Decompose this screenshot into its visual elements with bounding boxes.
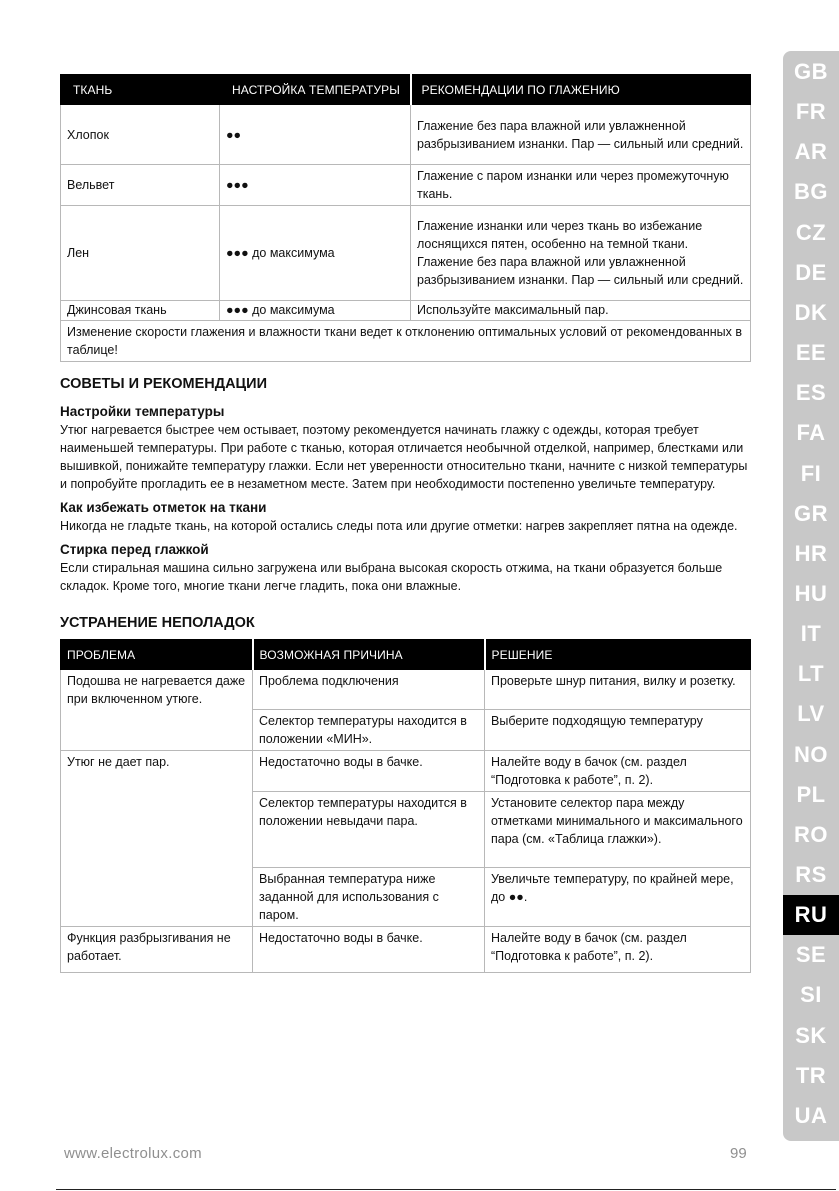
header-cause: ВОЗМОЖНАЯ ПРИЧИНА [253, 640, 485, 670]
trouble-table-header [61, 640, 751, 670]
language-tab-si[interactable]: SI [800, 982, 822, 1008]
table-row [61, 105, 751, 165]
troubleshooting-table [60, 639, 751, 973]
cause-cell: Проблема подключения [253, 670, 485, 710]
language-tab-de[interactable]: DE [795, 259, 827, 285]
problem-cell: Подошва не нагревается даже при включенном утюге. [61, 670, 253, 751]
table-row [61, 751, 751, 792]
troubleshooting-heading: УСТРАНЕНИЕ НЕПОЛАДОК [60, 615, 255, 631]
rec-cell: Глажение с паром изнанки или через промежуточную ткань. [411, 165, 751, 206]
temp-cell: ●●● до максимума [220, 301, 411, 321]
fabric-table-header [61, 75, 751, 105]
problem-cell: Функция разбрызгивания не работает. [61, 927, 253, 973]
header-solution: РЕШЕНИЕ [485, 640, 751, 670]
temp-cell: ●●● [220, 165, 411, 206]
language-tab-dk[interactable]: DK [794, 299, 828, 325]
table-row [61, 301, 751, 321]
washing-text: Если стиральная машина сильно загружена или выбрана высокая скорость отжима, на ткани образуется больше складок. Кроме того, многие ткани легче гладить, пока они влажные. [60, 561, 723, 593]
fabric-cell: Лен [61, 206, 220, 301]
avoid-marks-heading: Как избежать отметок на ткани [60, 500, 267, 515]
language-tab-gr[interactable]: GR [794, 500, 828, 526]
cause-cell: Недостаточно воды в бачке. [253, 751, 485, 792]
table-note: Изменение скорости глажения и влажности ткани ведет к отклонению оптимальных условий от рекомендованных в таблице! [61, 321, 751, 362]
temperature-settings-heading: Настройки температуры [60, 404, 225, 419]
temperature-settings-text: Утюг нагревается быстрее чем остывает, поэтому рекомендуется начинать глажку с одежды, которая требует наименьшей температуры. При работе с тканью, которая отличается необычной отделкой, например, блестками или вышивкой, понижайте температуру глажки. Если нет уверенности относительно ткани, начните с низкой температуры и попробуйте прогладить ее в незаметном месте. Затем при необходимости постепенно увеличьте температуру. [60, 423, 748, 491]
solution-cell: Налейте воду в бачок (см. раздел “Подготовка к работе”, п. 2). [485, 927, 751, 973]
language-tab-tr[interactable]: TR [795, 1062, 827, 1088]
language-tab-sk[interactable]: SK [795, 1022, 827, 1048]
language-tab-ru[interactable]: RU [783, 895, 839, 935]
washing-heading: Стирка перед глажкой [60, 542, 209, 557]
footer-url: www.electrolux.com [64, 1145, 202, 1162]
language-tab-rs[interactable]: RS [795, 862, 827, 887]
temp-cell: ●●● до максимума [220, 206, 411, 301]
cause-cell: Селектор температуры находится в положении невыдачи пара. [253, 792, 485, 868]
language-tab-lt[interactable]: LT [797, 661, 825, 687]
language-tab-fa[interactable]: FA [796, 420, 826, 446]
avoid-marks-text: Никогда не гладьте ткань, на которой остались следы пота или другие отметки: нагрев закрепляет пятна на одежде. [60, 519, 738, 533]
solution-cell: Установите селектор пара между отметками минимального и максимального пара (см. «Таблица глажки»). [485, 792, 751, 868]
temp-cell: ●● [220, 105, 411, 165]
solution-cell: Увеличьте температуру, по крайней мере, до ●●. [485, 868, 751, 927]
cause-cell: Селектор температуры находится в положении «МИН». [253, 710, 485, 751]
page-number: 99 [730, 1145, 747, 1162]
language-tab-se[interactable]: SE [795, 942, 827, 968]
table-note-row [61, 321, 751, 362]
table-row [61, 206, 751, 301]
rec-cell: Используйте максимальный пар. [411, 301, 751, 321]
table-row [61, 165, 751, 206]
language-tab-ua[interactable]: UA [794, 1102, 828, 1128]
fabric-cell: Хлопок [61, 105, 220, 165]
rec-cell: Глажение изнанки или через ткань во избежание лоснящихся пятен, особенно на темной ткани. Глажение без пара влажной или увлажненной разбрызиванием изнанки. Пар — сильный или средний. [411, 206, 751, 301]
language-tab-lv[interactable]: LV [797, 701, 825, 727]
language-tab-fi[interactable]: FI [800, 460, 822, 486]
language-tab-ee[interactable]: EE [795, 340, 827, 366]
language-tab-pl[interactable]: PL [796, 781, 826, 807]
language-tab-hr[interactable]: HR [794, 540, 828, 566]
language-tab-ar[interactable]: AR [794, 139, 828, 165]
footer-divider [56, 1189, 836, 1190]
cause-cell: Недостаточно воды в бачке. [253, 927, 485, 973]
solution-cell: Выберите подходящую температуру [485, 710, 751, 751]
fabric-cell: Джинсовая ткань [61, 301, 220, 321]
fabric-cell: Вельвет [61, 165, 220, 206]
language-tab-gb[interactable]: GB [794, 59, 828, 84]
language-tab-bg[interactable]: BG [794, 179, 828, 205]
header-fabric: ТКАНЬ [61, 75, 220, 105]
tips-heading: СОВЕТЫ И РЕКОМЕНДАЦИИ [60, 376, 267, 392]
problem-cell: Утюг не дает пар. [61, 751, 253, 927]
language-tab-ro[interactable]: RO [794, 821, 828, 847]
header-problem: ПРОБЛЕМА [61, 640, 253, 670]
solution-cell: Налейте воду в бачок (см. раздел “Подготовка к работе”, п. 2). [485, 751, 751, 792]
table-row [61, 927, 751, 973]
rec-cell: Глажение без пара влажной или увлажненной разбрызиванием изнанки. Пар — сильный или средний. [411, 105, 751, 165]
fabric-table [60, 74, 751, 362]
table-row [61, 670, 751, 710]
header-temperature: НАСТРОЙКА ТЕМПЕРАТУРЫ [220, 75, 411, 105]
language-tab-es[interactable]: ES [795, 380, 827, 406]
cause-cell: Выбранная температура ниже заданной для использования с паром. [253, 868, 485, 927]
language-tab-it[interactable]: IT [800, 621, 822, 647]
language-tab-cz[interactable]: CZ [795, 219, 827, 245]
language-tab-fr[interactable]: FR [795, 99, 827, 125]
page-content [60, 74, 750, 973]
language-tab-hu[interactable]: HU [794, 580, 828, 606]
language-tab-no[interactable]: NO [794, 741, 828, 767]
solution-cell: Проверьте шнур питания, вилку и розетку. [485, 670, 751, 710]
header-recommendations: РЕКОМЕНДАЦИИ ПО ГЛАЖЕНИЮ [411, 75, 751, 105]
